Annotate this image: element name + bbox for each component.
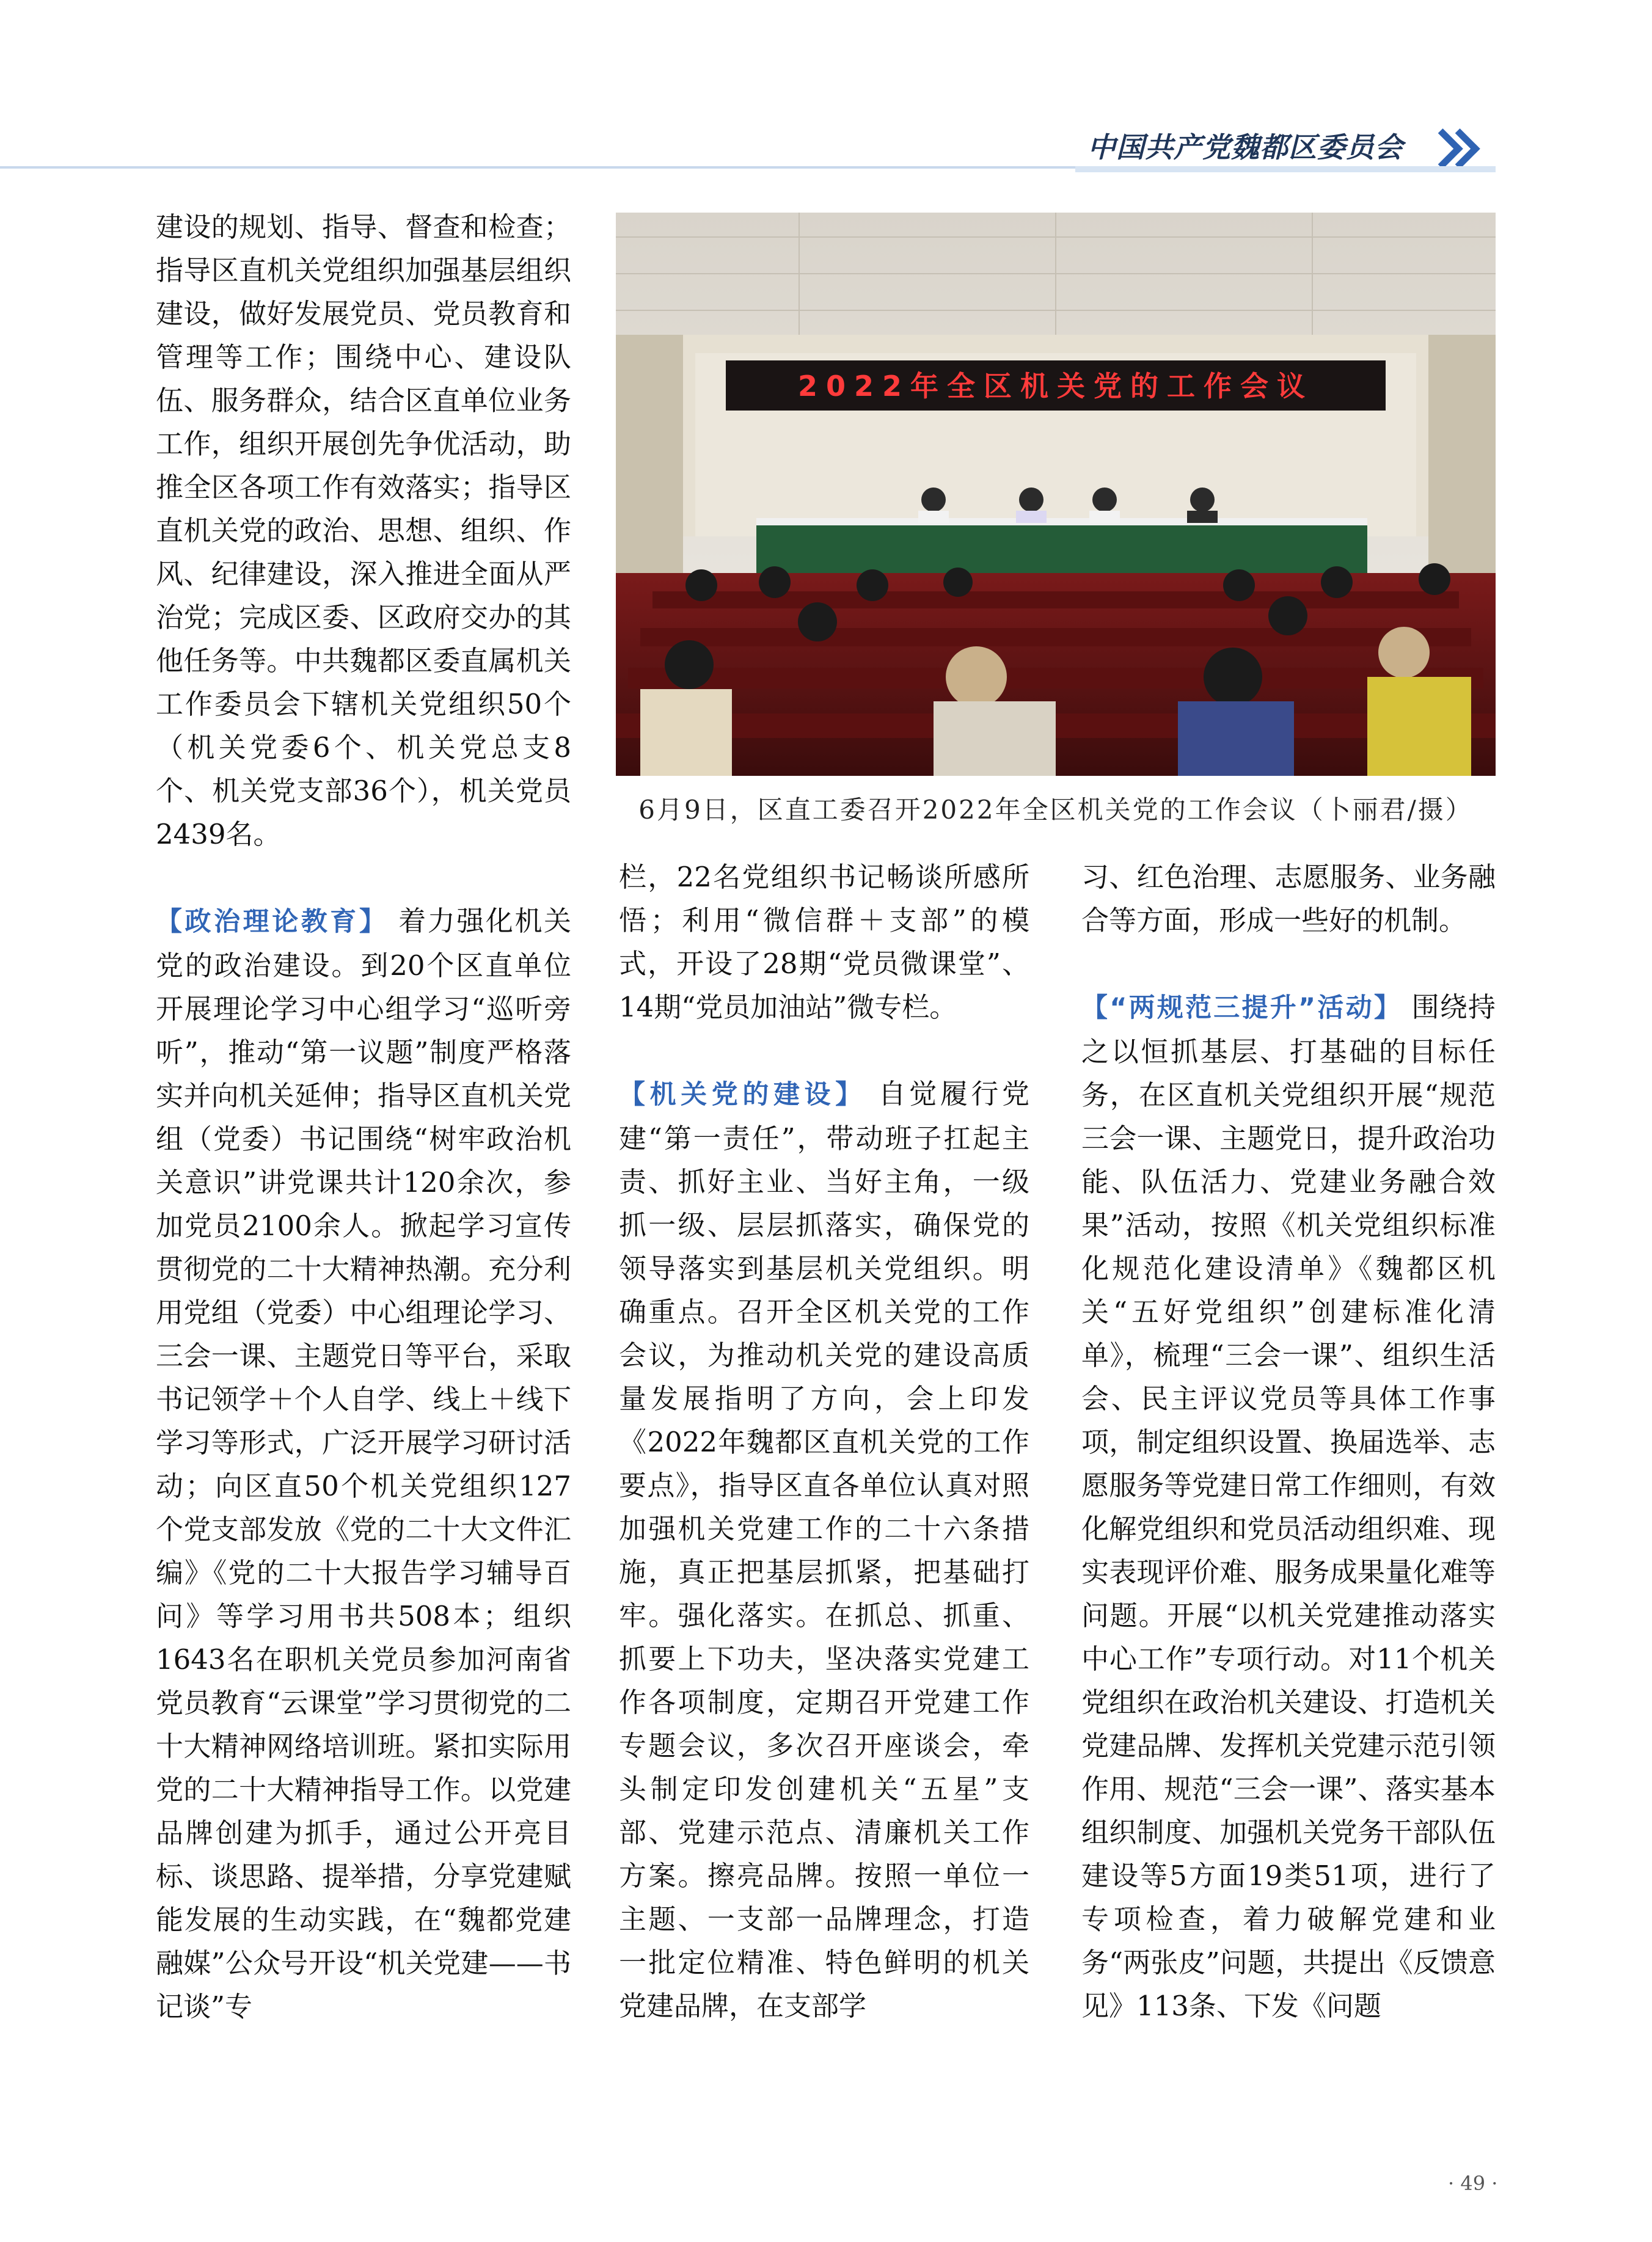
section-text: 着力强化机关党的政治建设。到20个区直单位开展理论学习中心组学习“巡听旁听”，推动“第一议题”制度严格落实并向机关延伸；指导区直机关党组（党委）书记围绕“树牢政治机关意识”讲党课共计120余次，参加党员2100余人。掀起学习宣传贯彻党的二十大精神热潮。充分利用党组（党委）中心组理论学习、三会一课、主题党日等平台，采取书记领学＋个人自学、线上＋线下学习等形式，广泛开展学习研讨活动；向区直50个机关党组织127个党支部发放《党的二十大文件汇编》《党的二十大报告学习辅导百问》等学习用书共508本；组织1643名在职机关党员参加河南省党员教育“云课堂”学习贯彻党的二十大精神网络培训班。紧扣实际用党的二十大精神指导工作。以党建品牌创建为抓手，通过公开亮目标、谈思路、提举措，分享党建赋能发展的生动实践，在“魏都党建融媒”公众号开设“机关党建——书记谈”专 xyxy=(156,905,571,2023)
section-heading: 【“两规范三提升”活动】 xyxy=(1081,993,1403,1023)
section-political-theory xyxy=(156,899,571,2028)
section-heading: 【机关党的建设】 xyxy=(619,1079,866,1110)
section-heading: 【政治理论教育】 xyxy=(156,907,389,937)
section-party-building xyxy=(619,1072,1029,2028)
continued-paragraph: 栏，22名党组织书记畅谈所感所悟；利用“微信群＋支部”的模式，开设了28期“党员微课堂”、14期“党员加油站”微专栏。 xyxy=(619,861,1029,1023)
header-rule-accent xyxy=(1075,166,1496,172)
page-number: · 49 · xyxy=(1448,2172,1498,2195)
column-3 xyxy=(1081,855,1496,2028)
banner-text: 2022年全区机关党的工作会议 xyxy=(797,370,1314,403)
section-two-norms xyxy=(1081,985,1496,2028)
section-text: 围绕持之以恒抓基层、打基础的目标任务，在区直机关党组织开展“规范三会一课、主题党日，提升政治功能、队伍活力、党建业务融合效果”活动，按照《机关党组织标准化规范化建设清单》《魏都区机关“五好党组织”创建标准化清单》，梳理“三会一课”、组织生活会、民主评议党员等具体工作事项，制定组织设置、换届选举、志愿服务等党建日常工作细则，有效化解党组织和党员活动组织难、现实表现评价难、服务成果量化难等问题。开展“以机关党建推动落实中心工作”专项行动。对11个机关党组织在政治机关建设、打造机关党建品牌、发挥机关党建示范引领作用、规范“三会一课”、落实基本组织制度、加强机关党务干部队伍建设等5方面19类51项，进行了专项检查，着力破解党建和业务“两张皮”问题，共提出《反馈意见》113条、下发《问题 xyxy=(1081,991,1496,2022)
running-header-title: 中国共产党魏都区委员会 xyxy=(1087,131,1403,164)
continued-paragraph: 习、红色治理、志愿服务、业务融合等方面，形成一些好的机制。 xyxy=(1081,861,1496,937)
column-1 xyxy=(156,205,571,2028)
meeting-photo xyxy=(616,213,1496,776)
section-text: 自觉履行党建“第一责任”，带动班子扛起主责、抓好主业、当好主角，一级抓一级、层层抓落实，确保党的领导落实到基层机关党组织。明确重点。召开全区机关党的工作会议，为推动机关党的建设高质量发展指明了方向，会上印发《2022年魏都区直机关党的工作要点》，指导区直各单位认真对照加强机关党建工作的二十六条措施，真正把基层抓紧，把基础打牢。强化落实。在抓总、抓重、抓要上下功夫，坚决落实党建工作各项制度，定期召开党建工作专题会议，多次召开座谈会，牵头制定印发创建机关“五星”支部、党建示范点、清廉机关工作方案。擦亮品牌。按照一单位一主题、一支部一品牌理念，打造一批定位精准、特色鲜明的机关党建品牌，在支部学 xyxy=(619,1078,1030,2022)
column-2 xyxy=(619,855,1029,2028)
intro-paragraph: 建设的规划、指导、督查和检查；指导区直机关党组织加强基层组织建设，做好发展党员、党员教育和管理等工作；围绕中心、建设队伍、服务群众，结合区直单位业务工作，组织开展创先争优活动，助推全区各项工作有效落实；指导区直机关党的政治、思想、组织、作风、纪律建设，深入推进全面从严治党；完成区委、区政府交办的其他任务等。中共魏都区委直属机关工作委员会下辖机关党组织50个（机关党委6个、机关党总支8个、机关党支部36个），机关党员2439名。 xyxy=(156,211,571,850)
photo-caption: 6月9日，区直工委召开2022年全区机关党的工作会议（卜丽君/摄） xyxy=(638,795,1473,825)
